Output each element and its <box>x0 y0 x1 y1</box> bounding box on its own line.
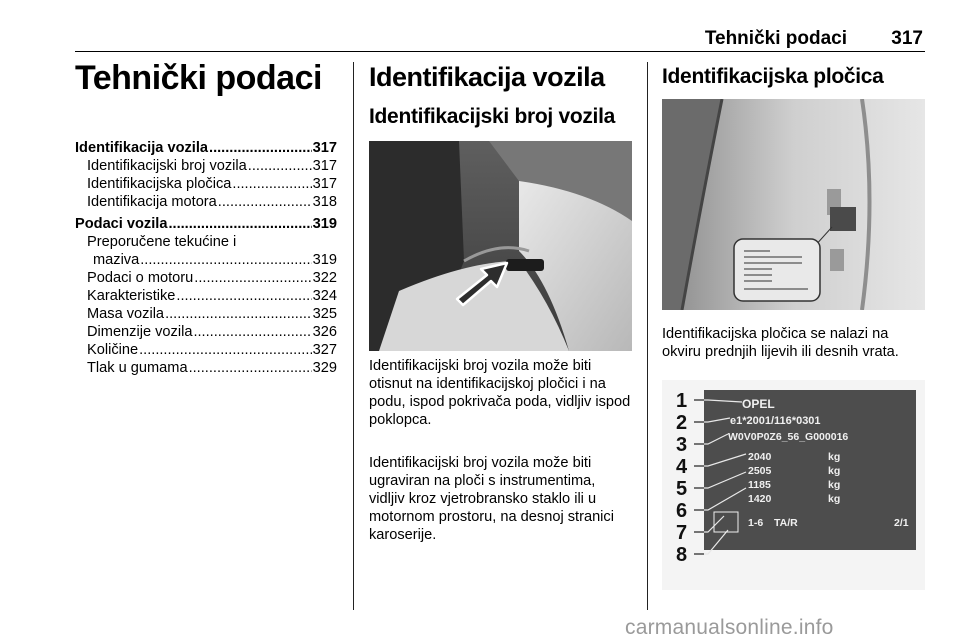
column-divider-right <box>647 62 648 610</box>
toc-entry-page: 326 <box>312 324 337 340</box>
toc-entry[interactable] <box>75 341 337 359</box>
toc-entry-label: Masa vozila <box>87 306 165 322</box>
toc-entry-label: maziva <box>93 252 140 268</box>
plate-callout-number: 5 <box>676 478 688 500</box>
toc-entry[interactable]: Preporučene tekućine i <box>87 234 237 250</box>
plate-brand: OPEL <box>742 397 775 411</box>
vin-paragraph-2: Identifikacijski broj vozila može biti ugraviran na ploči s instrumentima, vidljiv kroz vjetrobransko staklo ili u motornom prostoru, na desnoj stranici karoserije. <box>369 455 614 543</box>
header-title: Tehnički podaci <box>704 28 847 49</box>
toc-entry[interactable] <box>75 175 337 193</box>
toc-leader-dots <box>176 287 311 305</box>
toc-column <box>75 58 337 377</box>
toc-entry-page: 319 <box>312 216 337 232</box>
plate-mass-unit: kg <box>828 479 841 491</box>
plate-callout-number: 7 <box>676 522 688 544</box>
plate-magnifier <box>734 239 820 301</box>
plate-callout-number: 3 <box>676 434 688 456</box>
toc-leader-dots <box>193 323 311 341</box>
plate-paint-code: TA/R <box>774 517 798 529</box>
chapter-title: Tehnički podaci <box>75 59 322 97</box>
table-of-contents <box>75 139 337 377</box>
toc-entry[interactable] <box>75 157 337 175</box>
plate-vin: W0V0P0Z6_56_G000016 <box>728 431 849 443</box>
toc-entry-page: 327 <box>312 342 337 358</box>
plate-trim-code: 2/1 <box>894 517 909 529</box>
id-plate-location-photo <box>662 99 925 310</box>
running-header <box>75 26 925 52</box>
plate-callout-number: 6 <box>676 500 688 522</box>
plate-mass-value: 1420 <box>748 493 772 505</box>
plate-mass-unit: kg <box>828 465 841 477</box>
toc-entry[interactable] <box>75 193 337 211</box>
header-page-number: 317 <box>891 28 923 49</box>
toc-entry-label: Podaci o motoru <box>87 270 194 286</box>
toc-entry-label: Karakteristike <box>87 288 176 304</box>
toc-leader-dots <box>218 193 312 211</box>
plate-axle-code: 1-6 <box>748 517 764 529</box>
toc-entry-label: Identifikacijska pločica <box>87 176 232 192</box>
toc-entry-page: 325 <box>312 306 337 322</box>
toc-entry-page: 317 <box>312 158 337 174</box>
watermark: carmanualsonline.info <box>625 616 834 639</box>
plate-callout-number: 2 <box>676 412 688 434</box>
vin-column <box>369 60 633 543</box>
vin-paragraph-1: Identifikacijski broj vozila može biti otisnut na identifikacijskoj pločici i na podu, ispod pokrivača poda, vidljiv ispod poklopca. <box>369 358 631 428</box>
plate-mass-value: 2505 <box>748 465 772 477</box>
toc-leader-dots <box>194 269 311 287</box>
toc-entry[interactable] <box>75 323 337 341</box>
toc-entry-page: 329 <box>312 360 337 376</box>
toc-leader-dots <box>139 341 312 359</box>
plate-mass-unit: kg <box>828 451 841 463</box>
vin-plate-cover <box>506 259 544 271</box>
toc-leader-dots <box>140 251 311 269</box>
toc-entry-label: Količine <box>87 342 139 358</box>
plate-approval: e1*2001/116*0301 <box>730 415 821 427</box>
toc-entry[interactable] <box>75 251 337 269</box>
plate-callout-number: 4 <box>676 456 688 478</box>
toc-leader-dots <box>232 175 311 193</box>
toc-entry-label: Tlak u gumama <box>87 360 188 376</box>
toc-entry-page: 317 <box>312 140 337 156</box>
id-plate-diagram <box>662 380 925 590</box>
plate-mass-value: 1185 <box>748 479 771 491</box>
plate-callout-number: 8 <box>676 544 688 566</box>
plate-callout-number: 1 <box>676 390 688 412</box>
toc-entry-label: Dimenzije vozila <box>87 324 193 340</box>
toc-entry-label: Identifikacija vozila <box>75 140 209 156</box>
toc-entry[interactable] <box>75 305 337 323</box>
toc-section-entry[interactable] <box>75 139 337 157</box>
toc-entry-page: 317 <box>312 176 337 192</box>
plate-paragraph: Identifikacijska pločica se nalazi na okviru prednjih lijevih ili desnih vrata. <box>662 326 899 360</box>
plate-mass-unit: kg <box>828 493 841 505</box>
toc-entry-page: 318 <box>312 194 337 210</box>
toc-entry[interactable] <box>75 269 337 287</box>
toc-entry-label: Podaci vozila <box>75 216 168 232</box>
plate-mass-value: 2040 <box>748 451 772 463</box>
toc-entry-page: 319 <box>312 252 337 268</box>
toc-leader-dots <box>189 359 312 377</box>
toc-entry[interactable] <box>75 359 337 377</box>
toc-entry-page: 324 <box>312 288 337 304</box>
toc-entry-label: Identifikacija motora <box>87 194 217 210</box>
section-heading-id-plate: Identifikacijska pločica <box>662 65 884 88</box>
toc-entry-label: Identifikacijski broj vozila <box>87 158 247 174</box>
subheading-vin: Identifikacijski broj vozila <box>369 105 616 128</box>
plate-sticker <box>830 207 856 231</box>
vin-location-photo <box>369 141 632 351</box>
id-plate <box>704 390 916 550</box>
toc-leader-dots <box>165 305 312 323</box>
toc-entry-page: 322 <box>312 270 337 286</box>
toc-section-entry[interactable] <box>75 215 337 233</box>
toc-leader-dots <box>168 215 311 233</box>
toc-leader-dots <box>209 139 312 157</box>
section-heading-vehicle-id: Identifikacija vozila <box>369 62 605 92</box>
column-divider-left <box>353 62 354 610</box>
toc-leader-dots <box>248 157 312 175</box>
toc-entry[interactable] <box>75 287 337 305</box>
plate-column <box>662 64 926 566</box>
